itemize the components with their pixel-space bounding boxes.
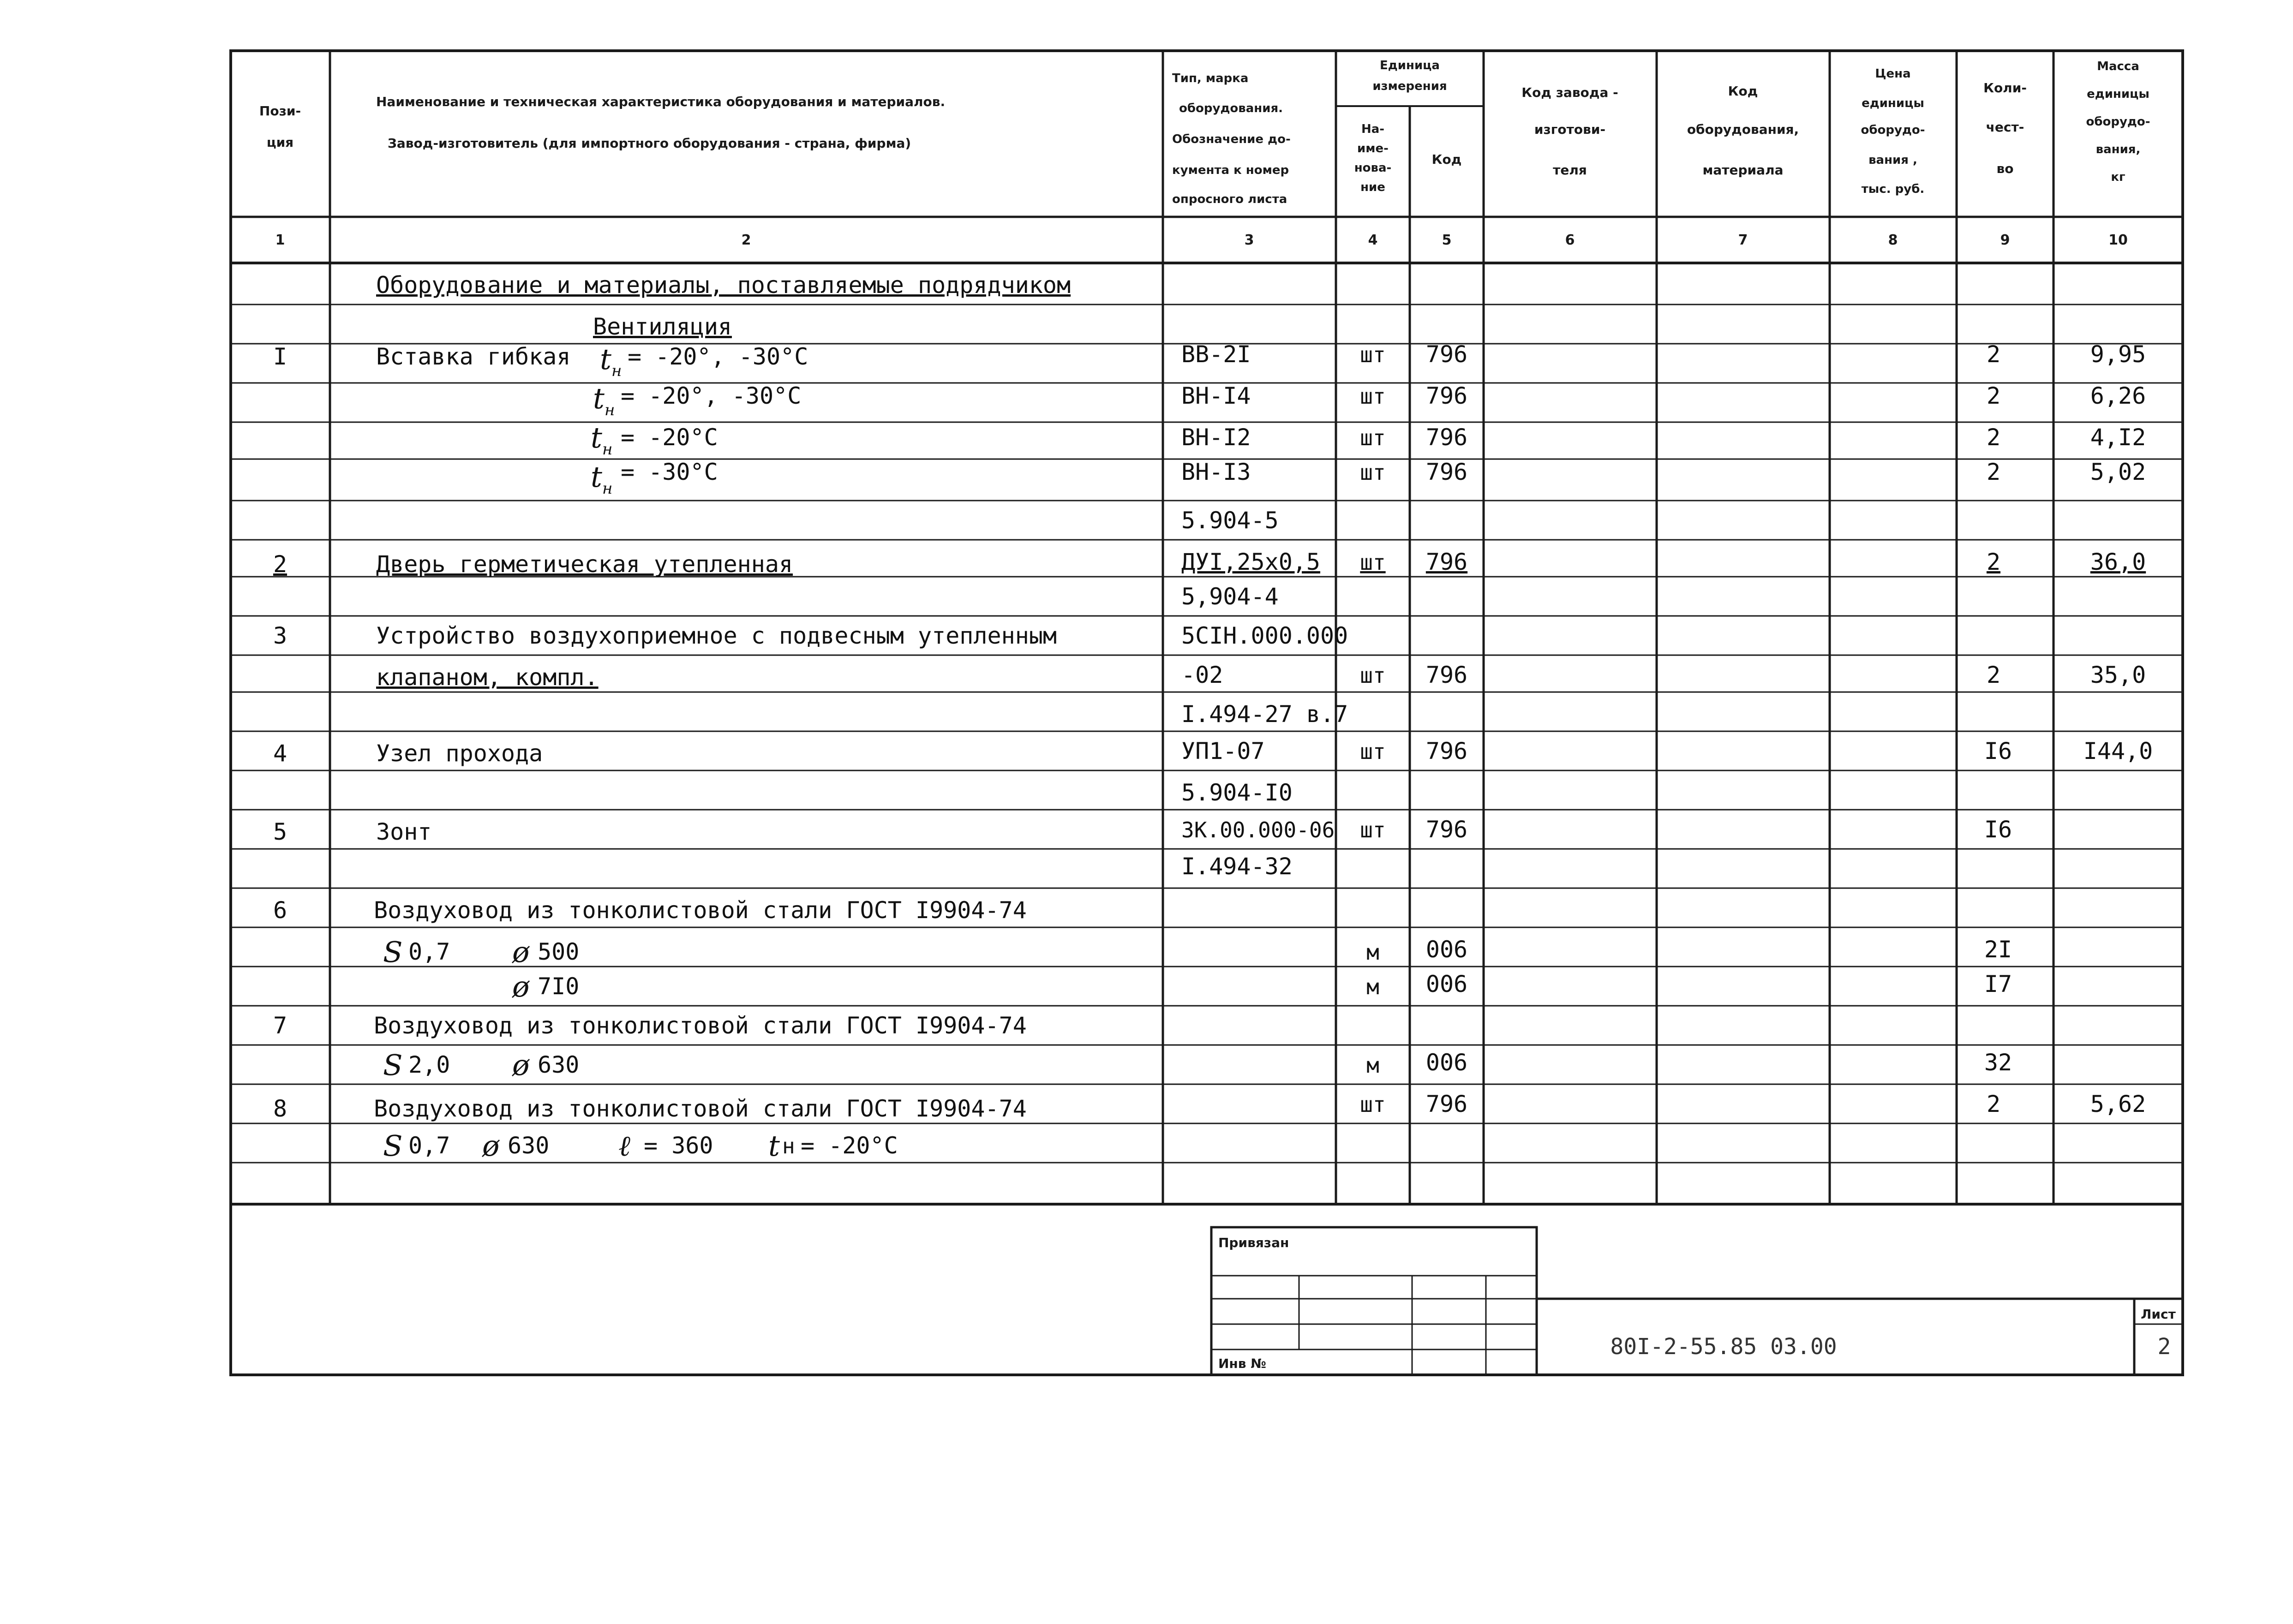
row-20-mass: 5,62 (2090, 1091, 2146, 1117)
row-3-temp-symbol: t (591, 421, 602, 454)
header-quantity-line3: во (1996, 161, 2014, 176)
column-number-4: 4 (1368, 232, 1378, 248)
row-2-mass: 6,26 (2090, 382, 2146, 409)
row-9-unit-code: 796 (1425, 662, 1468, 688)
row-11-type: УП1-07 (1181, 738, 1265, 764)
sheet-label: Лист (2141, 1307, 2176, 1322)
row-17-quantity: I7 (1984, 971, 2012, 997)
column-number-2: 2 (741, 232, 751, 248)
row-8-name: Устройство воздухоприемное с подвесным утепленным (376, 622, 1057, 649)
header-type-line5: опросного листа (1172, 192, 1287, 206)
row-21-length: = 360 (644, 1132, 713, 1159)
row-9-unit: шт (1360, 663, 1386, 688)
header-name-line2: Завод-изготовитель (для импортного оборудования - страна, фирма) (388, 136, 911, 151)
row-13-unit-code: 796 (1425, 816, 1468, 843)
row-9-name: клапаном, компл. (376, 664, 599, 691)
row-9-quantity: 2 (1986, 662, 2001, 688)
header-unit-name-line4: ние (1360, 180, 1385, 194)
row-1-unit-code: 796 (1425, 341, 1468, 368)
row-18-position: 7 (273, 1012, 287, 1039)
row-2-temp-symbol: t (593, 382, 605, 415)
row-16-unit-code: 006 (1425, 936, 1468, 963)
row-11-position: 4 (273, 740, 287, 767)
row-15-position: 6 (273, 897, 287, 924)
row-6-position: 2 (273, 551, 287, 578)
header-unit-group-line2: измерения (1372, 79, 1447, 93)
header-equipment-code-line2: оборудования, (1687, 122, 1799, 137)
header-unit-name-line1: На- (1361, 122, 1385, 136)
row-13-type: ЗК.00.000-06 (1181, 818, 1335, 842)
row-11-unit: шт (1360, 739, 1386, 764)
row-6-unit: шт (1360, 550, 1386, 575)
header-unit-group-line1: Единица (1380, 59, 1440, 72)
header-type-line1: Тип, марка (1172, 72, 1249, 85)
column-number-6: 6 (1565, 232, 1575, 248)
column-number-7: 7 (1738, 232, 1748, 248)
row-1-position: I (273, 343, 287, 370)
header-name-line1: Наименование и техническая характеристика оборудования и материалов. (376, 94, 946, 109)
column-number-10: 10 (2108, 232, 2128, 248)
row-21-temp-subscript: н (782, 1134, 795, 1158)
column-number-5: 5 (1442, 232, 1452, 248)
row-2-quantity: 2 (1986, 382, 2001, 409)
row-16-thickness: 0,7 (408, 938, 450, 965)
row-17-unit: м (1366, 974, 1379, 999)
header-price-line2: единицы (1862, 96, 1924, 110)
row-20-quantity: 2 (1986, 1091, 2001, 1117)
sheet-number: 2 (2157, 1334, 2171, 1360)
row-20-unit: шт (1360, 1092, 1386, 1117)
row-19-diameter-symbol: ø (512, 1048, 530, 1082)
row-3-type: ВН-I2 (1181, 424, 1251, 451)
row-4-temp: = -30°C (621, 459, 718, 485)
row-3-quantity: 2 (1986, 424, 2001, 451)
column-number-3: 3 (1244, 232, 1254, 248)
row-21-thickness-symbol: S (383, 1129, 403, 1163)
row-7-type: 5,904-4 (1181, 583, 1279, 610)
row-16-diameter: 500 (538, 938, 580, 965)
row-3-mass: 4,I2 (2090, 424, 2146, 451)
header-quantity-line2: чест- (1986, 119, 2024, 135)
header-maker-code-line1: Код завода - (1521, 85, 1618, 100)
row-19-quantity: 32 (1984, 1049, 2012, 1076)
row-13-quantity: I6 (1984, 816, 2012, 843)
header-mass-line4: вания, (2095, 143, 2141, 156)
row-6-quantity: 2 (1986, 549, 2001, 575)
row-4-type: ВН-I3 (1181, 459, 1251, 485)
header-type-line2: оборудования. (1179, 102, 1283, 115)
row-2-type: ВН-I4 (1181, 382, 1251, 409)
header-unit-name-line3: нова- (1354, 161, 1392, 175)
header-type-line3: Обозначение до- (1172, 132, 1291, 146)
header-equipment-code-line3: материала (1702, 162, 1784, 178)
row-3-temp: = -20°C (621, 424, 718, 451)
row-2-unit: шт (1360, 384, 1386, 409)
row-19-unit: м (1366, 1053, 1379, 1078)
row-1-temp-symbol: t (600, 342, 611, 376)
column-number-8: 8 (1888, 232, 1898, 248)
row-8-position: 3 (273, 622, 287, 649)
row-21-thickness: 0,7 (408, 1132, 450, 1159)
row-3-unit: шт (1360, 425, 1386, 450)
row-5-type: 5.904-5 (1181, 507, 1279, 534)
row-21-temp-symbol: t (768, 1129, 780, 1163)
header-unit-name-line2: име- (1357, 142, 1389, 155)
header-price-line1: Цена (1875, 67, 1911, 81)
table-body (273, 272, 2153, 1163)
row-1-quantity: 2 (1986, 341, 2001, 368)
header-type-line4: кумента к номер (1172, 163, 1289, 177)
header-unit-code: Код (1431, 152, 1462, 167)
row-16-thickness-symbol: S (383, 935, 403, 969)
header-maker-code-line2: изготови- (1534, 122, 1606, 137)
row-11-unit-code: 796 (1425, 738, 1468, 764)
row-16-quantity: 2I (1984, 936, 2012, 963)
row-2-temp: = -20°, -30°C (621, 382, 802, 409)
row-2-unit-code: 796 (1425, 382, 1468, 409)
row-16-unit: м (1366, 940, 1379, 965)
row-20-position: 8 (273, 1095, 287, 1122)
row-18-name: Воздуховод из тонколистовой стали ГОСТ I9904-74 (374, 1012, 1027, 1039)
row-1-temp-subscript: н (611, 362, 622, 380)
row-19-unit-code: 006 (1425, 1049, 1468, 1076)
section-title: Оборудование и материалы, поставляемые подрядчиком (376, 272, 1071, 299)
row-3-unit-code: 796 (1425, 424, 1468, 451)
row-1-type: ВВ-2I (1181, 341, 1251, 368)
header-price-line4: вания , (1868, 153, 1917, 167)
row-21-length-symbol: ℓ (618, 1129, 630, 1163)
row-13-unit: шт (1360, 818, 1386, 842)
subsection-title: Вентиляция (593, 313, 732, 340)
header-mass-line3: оборудо- (2086, 115, 2150, 129)
row-17-diameter-symbol: ø (512, 970, 530, 1003)
table-header (259, 59, 2150, 206)
row-11-name: Узел прохода (376, 740, 543, 767)
row-14-type: I.494-32 (1181, 853, 1293, 880)
row-20-unit-code: 796 (1425, 1091, 1468, 1117)
row-13-position: 5 (273, 818, 287, 845)
stamp-bound-label: Привязан (1218, 1235, 1289, 1250)
row-11-quantity: I6 (1984, 738, 2012, 764)
row-4-temp-subscript: н (602, 479, 613, 498)
row-9-type: -02 (1181, 662, 1223, 688)
row-1-unit: шт (1360, 342, 1386, 367)
row-17-diameter: 7I0 (538, 973, 580, 1000)
row-11-mass: I44,0 (2083, 738, 2153, 764)
row-16-diameter-symbol: ø (512, 935, 530, 969)
row-21-diameter: 630 (508, 1132, 550, 1159)
row-20-name: Воздуховод из тонколистовой стали ГОСТ I9904-74 (374, 1095, 1027, 1122)
row-4-unit: шт (1360, 460, 1386, 485)
document-code: 80I-2-55.85 03.00 (1610, 1334, 1837, 1360)
header-position-line1: Пози- (259, 103, 301, 119)
row-6-type: ДУI,25х0,5 (1181, 549, 1321, 575)
column-number-1: 1 (275, 232, 285, 248)
row-6-mass: 36,0 (2090, 549, 2146, 575)
row-17-unit-code: 006 (1425, 971, 1468, 997)
header-mass-line5: кг (2111, 170, 2125, 184)
row-19-diameter: 630 (538, 1051, 580, 1078)
row-9-mass: 35,0 (2090, 662, 2146, 688)
row-19-thickness: 2,0 (408, 1051, 450, 1078)
row-3-temp-subscript: н (602, 440, 613, 459)
header-equipment-code-line1: Код (1728, 84, 1758, 99)
header-mass-line1: Масса (2097, 60, 2139, 73)
header-mass-line2: единицы (2087, 87, 2149, 101)
row-1-temp: = -20°, -30°C (628, 343, 808, 370)
header-position-line2: ция (266, 135, 294, 150)
row-13-name: Зонт (376, 818, 432, 845)
header-price-line5: тыс. руб. (1861, 182, 1925, 196)
row-8-type: 5СIН.000.000 (1181, 622, 1348, 649)
row-4-quantity: 2 (1986, 459, 2001, 485)
title-block (1218, 1235, 2176, 1371)
header-maker-code-line3: теля (1553, 162, 1587, 178)
row-12-type: 5.904-I0 (1181, 779, 1293, 806)
header-price-line3: оборудо- (1861, 123, 1925, 137)
column-number-9: 9 (2000, 232, 2010, 248)
row-10-type: I.494-27 в.7 (1181, 701, 1348, 728)
header-quantity-line1: Коли- (1983, 80, 2027, 96)
row-21-temp: = -20°C (801, 1132, 898, 1159)
row-2-temp-subscript: н (605, 401, 615, 419)
row-6-unit-code: 796 (1425, 549, 1468, 575)
stamp-inventory-label: Инв № (1218, 1356, 1266, 1371)
row-21-diameter-symbol: ø (482, 1129, 500, 1163)
row-4-temp-symbol: t (591, 460, 602, 494)
row-1-name: Вставка гибкая (376, 343, 571, 370)
column-numbers (275, 232, 2128, 248)
row-4-unit-code: 796 (1425, 459, 1468, 485)
row-15-name: Воздуховод из тонколистовой стали ГОСТ I9904-74 (374, 897, 1027, 924)
row-1-mass: 9,95 (2090, 341, 2146, 368)
row-6-name: Дверь герметическая утепленная (376, 551, 793, 578)
row-4-mass: 5,02 (2090, 459, 2146, 485)
row-19-thickness-symbol: S (383, 1048, 403, 1082)
